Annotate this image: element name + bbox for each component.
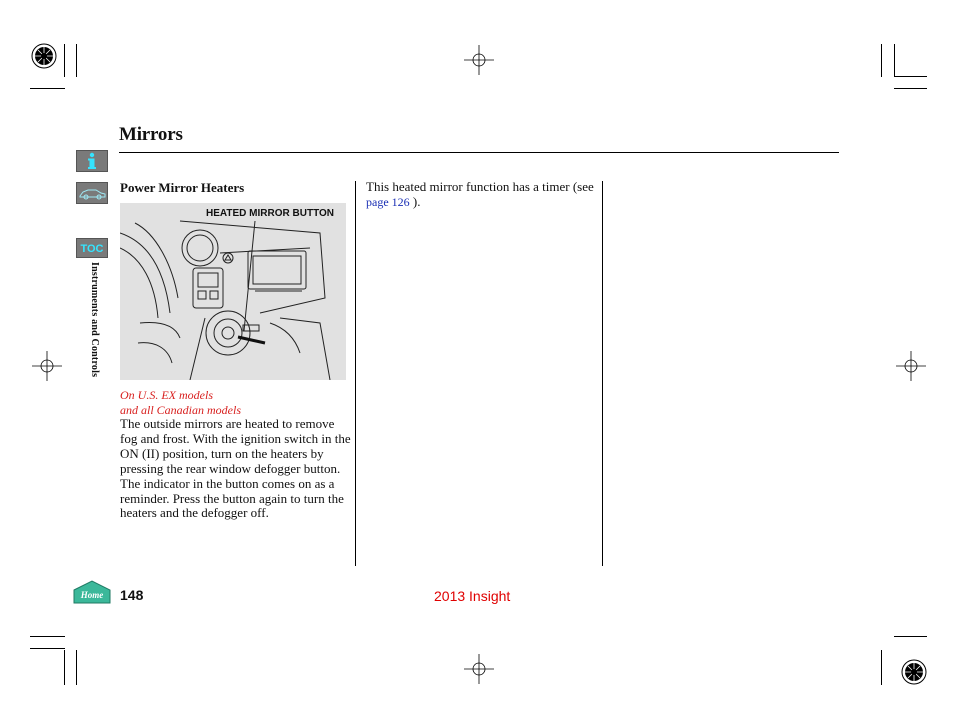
crosshair-mark-icon xyxy=(464,45,494,75)
crosshair-mark-icon xyxy=(32,351,62,381)
vehicle-model: 2013 Insight xyxy=(434,588,511,604)
home-button[interactable] xyxy=(73,580,111,604)
toc-button[interactable]: TOC xyxy=(76,238,108,258)
home-label: Home xyxy=(80,590,104,600)
model-note-line-1: On U.S. EX models xyxy=(120,388,213,402)
model-note-line-2: and all Canadian models xyxy=(120,403,242,417)
crosshair-mark-icon xyxy=(464,654,494,684)
dashboard-illustration xyxy=(120,203,346,380)
section-heading: Power Mirror Heaters xyxy=(120,180,245,195)
title-divider xyxy=(119,152,839,153)
page-title: Mirrors xyxy=(119,124,183,145)
column-divider xyxy=(602,181,603,566)
model-applicability-note xyxy=(120,388,350,418)
column-divider xyxy=(355,181,356,566)
timer-note-end: ). xyxy=(409,193,421,209)
body-paragraph: The outside mirrors are heated to remove fog and frost. With the ignition switch in the ON (II) position, turn on the heaters by pressing the rear window defogger button. The indicator in the button comes on as a reminder. Press the button again to turn the heaters and the defogger off. xyxy=(120,416,351,521)
registration-mark-icon xyxy=(899,657,929,687)
car-icon xyxy=(77,183,107,203)
timer-note-text: This heated mirror function has a timer (see xyxy=(366,179,594,194)
dashboard-drawing xyxy=(120,203,346,380)
crosshair-mark-icon xyxy=(896,351,926,381)
info-icon xyxy=(77,151,107,171)
page-number: 148 xyxy=(120,587,144,603)
figure-callout-label: HEATED MIRROR BUTTON xyxy=(206,208,334,219)
page-126-link[interactable]: page 126 xyxy=(366,194,410,209)
section-tab-label: Instruments and Controls xyxy=(89,262,100,378)
info-button[interactable] xyxy=(76,150,108,172)
vehicle-index-button[interactable] xyxy=(76,182,108,204)
registration-mark-icon xyxy=(29,41,59,71)
timer-note xyxy=(366,180,596,210)
